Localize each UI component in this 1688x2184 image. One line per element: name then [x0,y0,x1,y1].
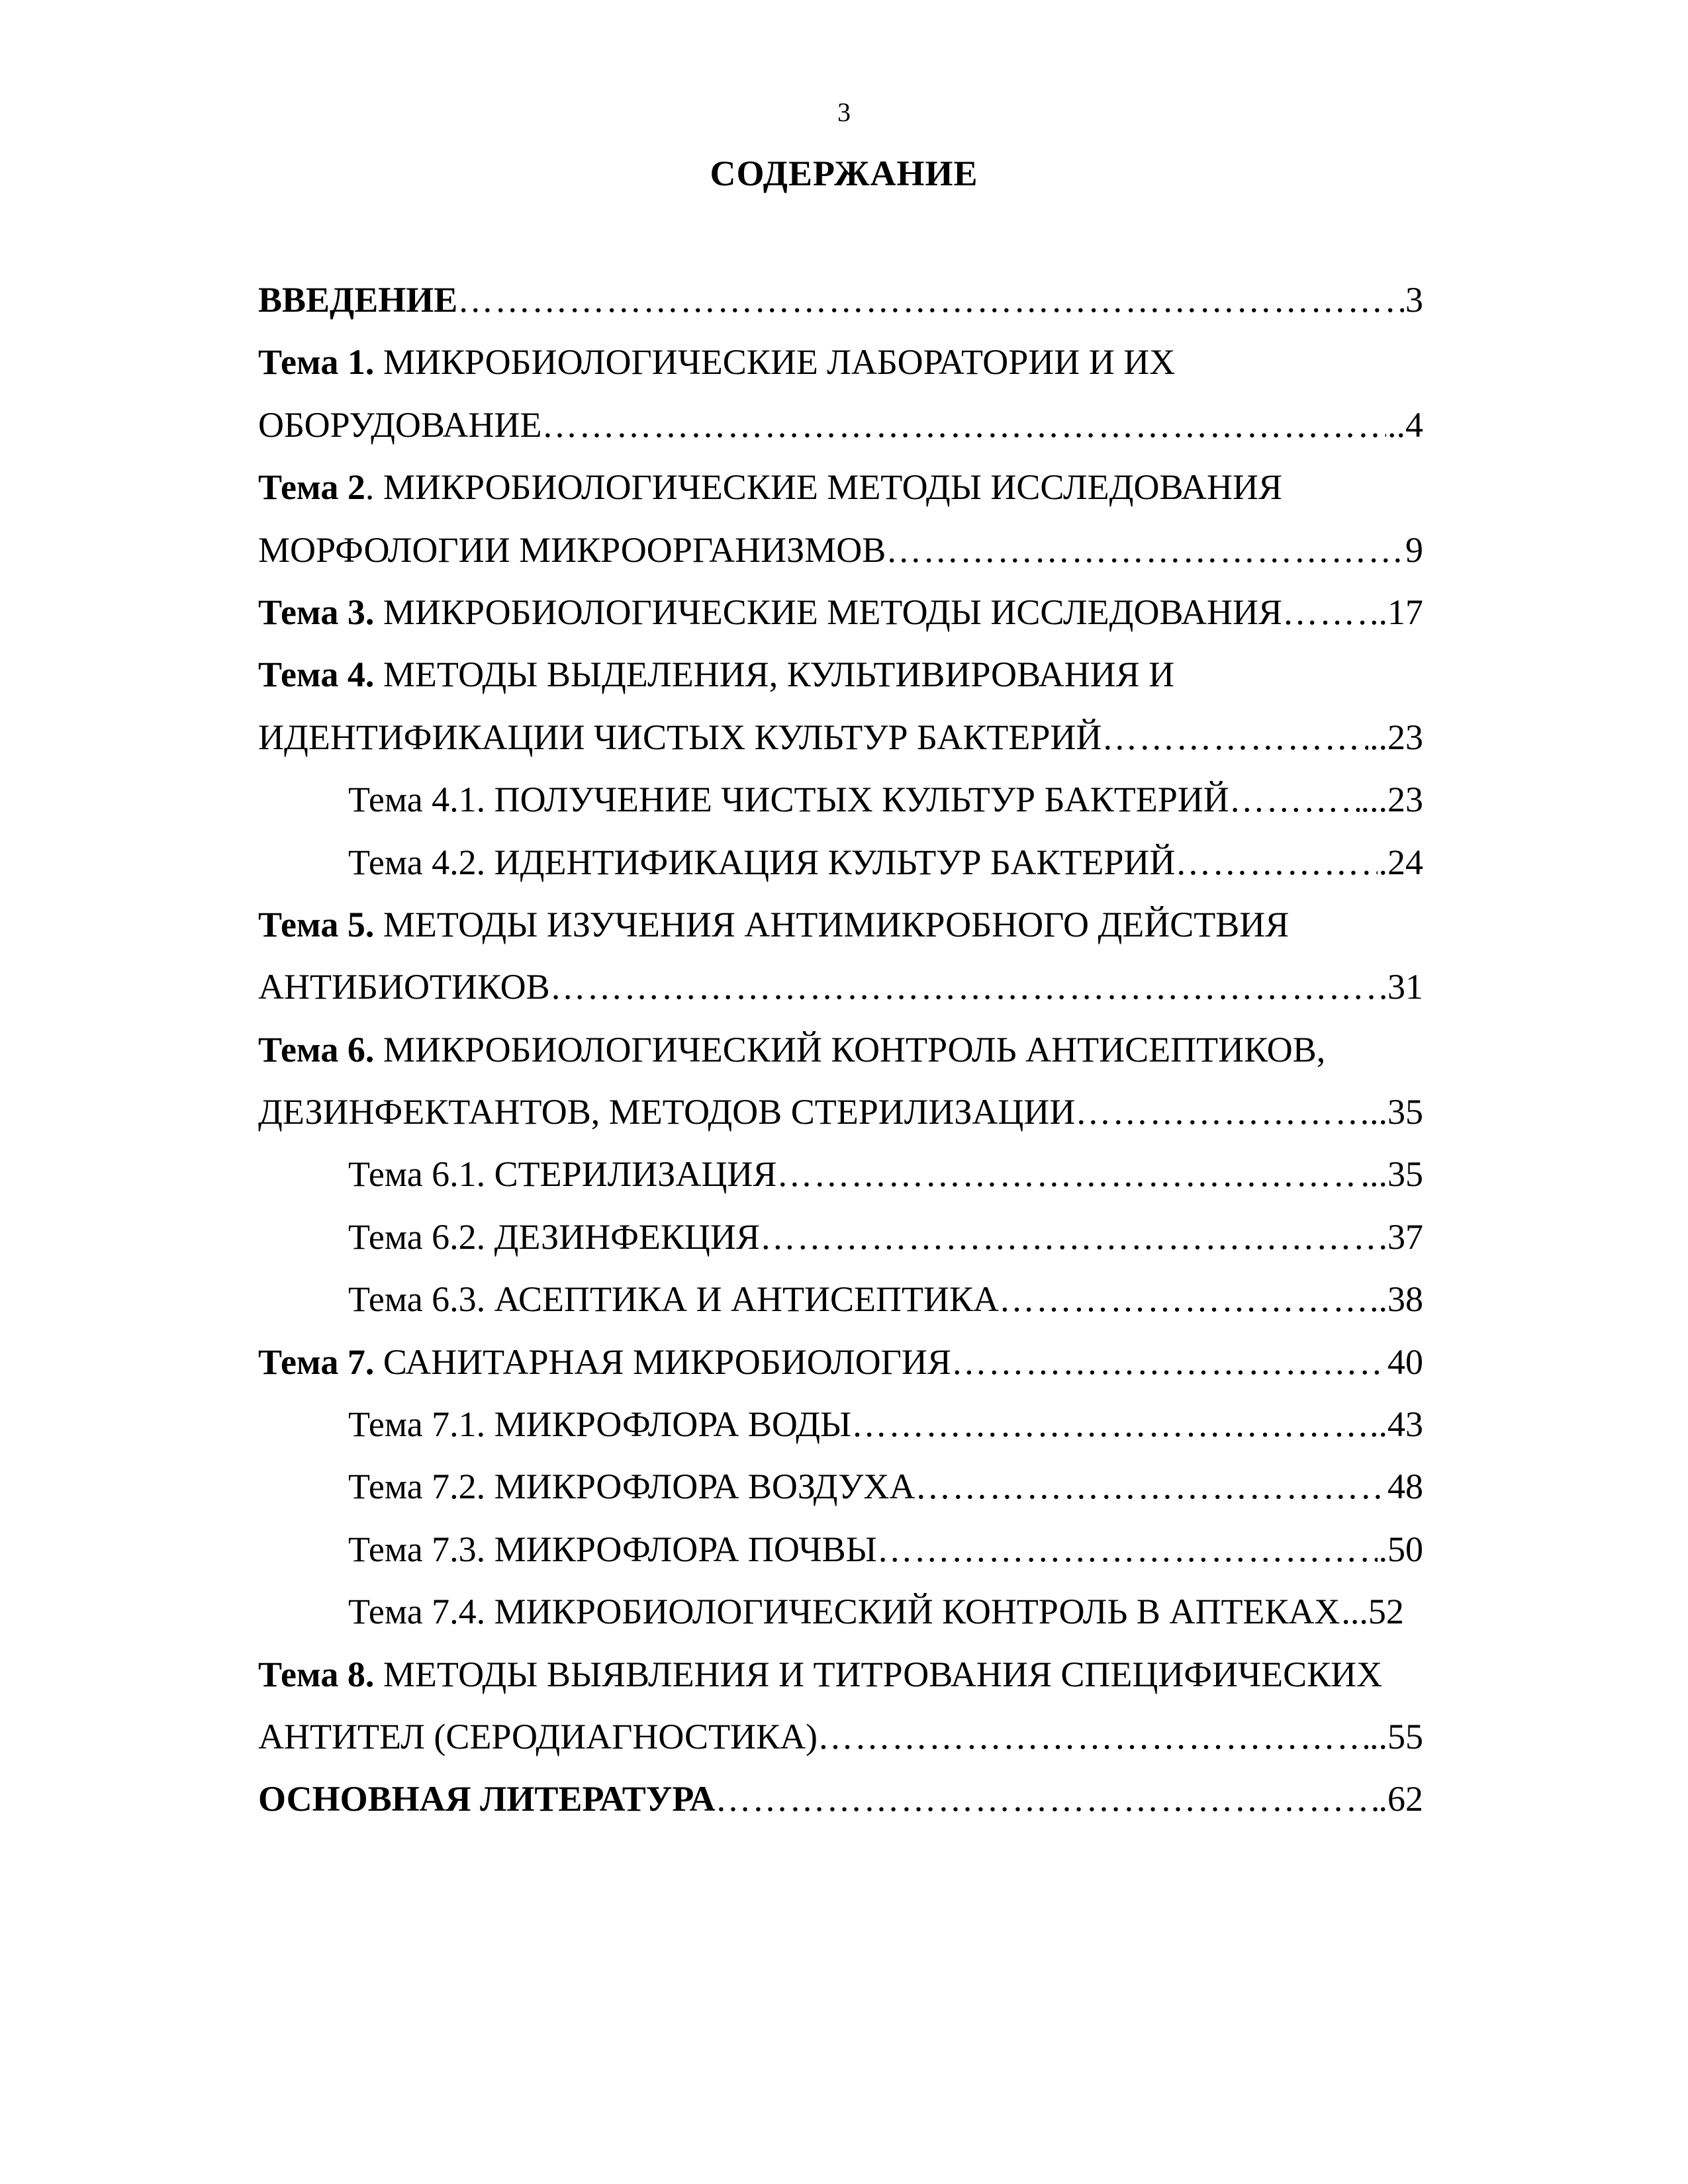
toc-entry-title: ОСНОВНАЯ ЛИТЕРАТУРА [258,1779,716,1819]
toc-entry-title: САНИТАРНАЯ МИКРОБИОЛОГИЯ [374,1342,951,1382]
toc-entry-topic-5-line-1 [258,893,1423,956]
leader-dots [1175,831,1377,893]
leader-dots [1102,706,1368,768]
toc-entry-topic-4-line-1 [258,643,1423,705]
toc-entry-topic-1-line-1 [258,331,1423,393]
leader-dots [818,1706,1368,1768]
toc-page-number: ..17 [1370,592,1423,632]
table-of-contents [258,269,1423,1831]
toc-entry-intro [258,269,1423,331]
toc-entry-topic-6-1 [258,1143,1423,1205]
toc-entry-topic-8-line-2 [258,1706,1423,1768]
toc-entry-title: Тема 7.3. МИКРОФЛОРА ПОЧВЫ [348,1529,877,1569]
toc-entry-title: ВВЕДЕНИЕ [258,280,458,320]
toc-entry-title: ИДЕНТИФИКАЦИИ ЧИСТЫХ КУЛЬТУР БАКТЕРИЙ [258,717,1102,757]
leader-dots [776,1143,1359,1205]
toc-topic-label: Тема 7. [258,1342,375,1382]
toc-page-number: ..4 [1387,404,1423,445]
toc-entry-topic-7-2 [258,1455,1423,1518]
toc-page-number: .24 [1378,842,1423,882]
toc-entry-topic-7-3 [258,1518,1423,1580]
leader-dots [716,1768,1378,1830]
toc-entry-topic-5-line-2 [258,956,1423,1018]
toc-entry-topic-3 [258,581,1423,643]
toc-topic-label: Тема 2 [258,467,365,508]
toc-entry-topic-6-2 [258,1206,1423,1268]
toc-entry-topic-4-2 [258,831,1423,893]
page-title: СОДЕРЖАНИЕ [710,154,978,193]
toc-page-number: ...52 [1341,1592,1404,1632]
page-number: 3 [837,97,851,127]
toc-entry-title: МЕТОДЫ ИЗУЧЕНИЯ АНТИМИКРОБНОГО ДЕЙСТВИЯ [374,904,1289,944]
toc-entry-topic-7-1 [258,1393,1423,1455]
toc-entry-title: . МИКРОБИОЛОГИЧЕСКИЕ МЕТОДЫ ИССЛЕДОВАНИЯ [365,467,1283,508]
toc-topic-label: Тема 8. [258,1654,375,1694]
toc-entry-title: Тема 7.4. МИКРОБИОЛОГИЧЕСКИЙ КОНТРОЛЬ В АПТЕКАХ [348,1592,1340,1632]
toc-page-number: ...35 [1360,1154,1423,1195]
toc-page-number: ..55 [1370,1716,1423,1756]
toc-page-number: 48 [1387,1467,1423,1507]
toc-entry-topic-1-line-2 [258,394,1423,456]
toc-entry-title: Тема 4.1. ПОЛУЧЕНИЕ ЧИСТЫХ КУЛЬТУР БАКТЕРИЙ [348,780,1229,820]
leader-dots [457,269,1404,331]
toc-entry-title: Тема 4.2. ИДЕНТИФИКАЦИЯ КУЛЬТУР БАКТЕРИЙ [348,842,1176,882]
toc-entry-topic-6-line-2 [258,1081,1423,1143]
leader-dots [1229,768,1360,831]
toc-entry-topic-2-line-2 [258,519,1423,581]
toc-entry-topic-7 [258,1331,1423,1393]
leader-dots [550,956,1386,1018]
toc-page-number: .62 [1378,1779,1423,1819]
toc-entry-title: ОБОРУДОВАНИЕ [258,404,542,445]
toc-topic-label: Тема 1. [258,342,375,383]
toc-page-number: ..23 [1370,717,1423,757]
leader-dots [1075,1081,1368,1143]
toc-topic-label: Тема 5. [258,904,375,944]
leader-dots [760,1206,1378,1268]
toc-entry-title: МОРФОЛОГИИ МИКРООРГАНИЗМОВ [258,529,886,570]
toc-entry-title: Тема 7.1. МИКРОФЛОРА ВОДЫ [348,1404,852,1445]
toc-page-number: 40 [1387,1342,1423,1382]
leader-dots [886,519,1404,581]
toc-entry-topic-4-line-2 [258,706,1423,768]
leader-dots [915,1455,1386,1518]
toc-entry-title: МИКРОБИОЛОГИЧЕСКИЙ КОНТРОЛЬ АНТИСЕПТИКОВ, [374,1029,1326,1069]
toc-page-number: ..35 [1370,1092,1423,1132]
leader-dots [999,1268,1368,1330]
toc-page-number: ...23 [1360,780,1423,820]
toc-topic-label: Тема 4. [258,655,375,695]
toc-entry-topic-2-line-1 [258,456,1423,518]
toc-entry-topic-4-1 [258,768,1423,831]
toc-entry-title: АНТИТЕЛ (СЕРОДИАГНОСТИКА) [258,1716,818,1756]
toc-entry-title: АНТИБИОТИКОВ [258,967,550,1007]
leader-dots [877,1518,1378,1580]
toc-topic-label: Тема 6. [258,1029,375,1069]
toc-entry-title: ДЕЗИНФЕКТАНТОВ, МЕТОДОВ СТЕРИЛИЗАЦИИ [258,1092,1076,1132]
toc-page-number: 9 [1405,529,1423,570]
toc-entry-title: МИКРОБИОЛОГИЧЕСКИЕ ЛАБОРАТОРИИ И ИХ [374,342,1176,383]
toc-entry-topic-6-3 [258,1268,1423,1330]
toc-page-number: .50 [1378,1529,1423,1569]
toc-page-number: ..38 [1370,1279,1423,1320]
toc-entry-topic-6-line-1 [258,1019,1423,1081]
toc-entry-title: МЕТОДЫ ВЫЯВЛЕНИЯ И ТИТРОВАНИЯ СПЕЦИФИЧЕСКИХ [374,1654,1383,1694]
toc-page-number: 31 [1387,967,1423,1007]
toc-entry-title: Тема 6.2. ДЕЗИНФЕКЦИЯ [348,1216,760,1257]
toc-entry-literature [258,1768,1423,1830]
toc-entry-title: МИКРОБИОЛОГИЧЕСКИЕ МЕТОДЫ ИССЛЕДОВАНИЯ [374,592,1283,632]
leader-dots [542,394,1386,456]
toc-page-number: 3 [1405,280,1423,320]
toc-entry-topic-8-line-1 [258,1643,1423,1706]
leader-dots [1282,581,1368,643]
leader-dots [851,1393,1368,1455]
toc-entry-title: Тема 6.3. АСЕПТИКА И АНТИСЕПТИКА [348,1279,999,1320]
toc-topic-label: Тема 3. [258,592,375,632]
toc-entry-title: МЕТОДЫ ВЫДЕЛЕНИЯ, КУЛЬТИВИРОВАНИЯ И [374,655,1175,695]
toc-page-number: ..43 [1370,1404,1423,1445]
leader-dots [951,1331,1386,1393]
toc-page-number: .37 [1378,1216,1423,1257]
toc-entry-title: Тема 6.1. СТЕРИЛИЗАЦИЯ [348,1154,777,1195]
toc-entry-topic-7-4 [258,1580,1423,1643]
toc-entry-title: Тема 7.2. МИКРОФЛОРА ВОЗДУХА [348,1467,915,1507]
